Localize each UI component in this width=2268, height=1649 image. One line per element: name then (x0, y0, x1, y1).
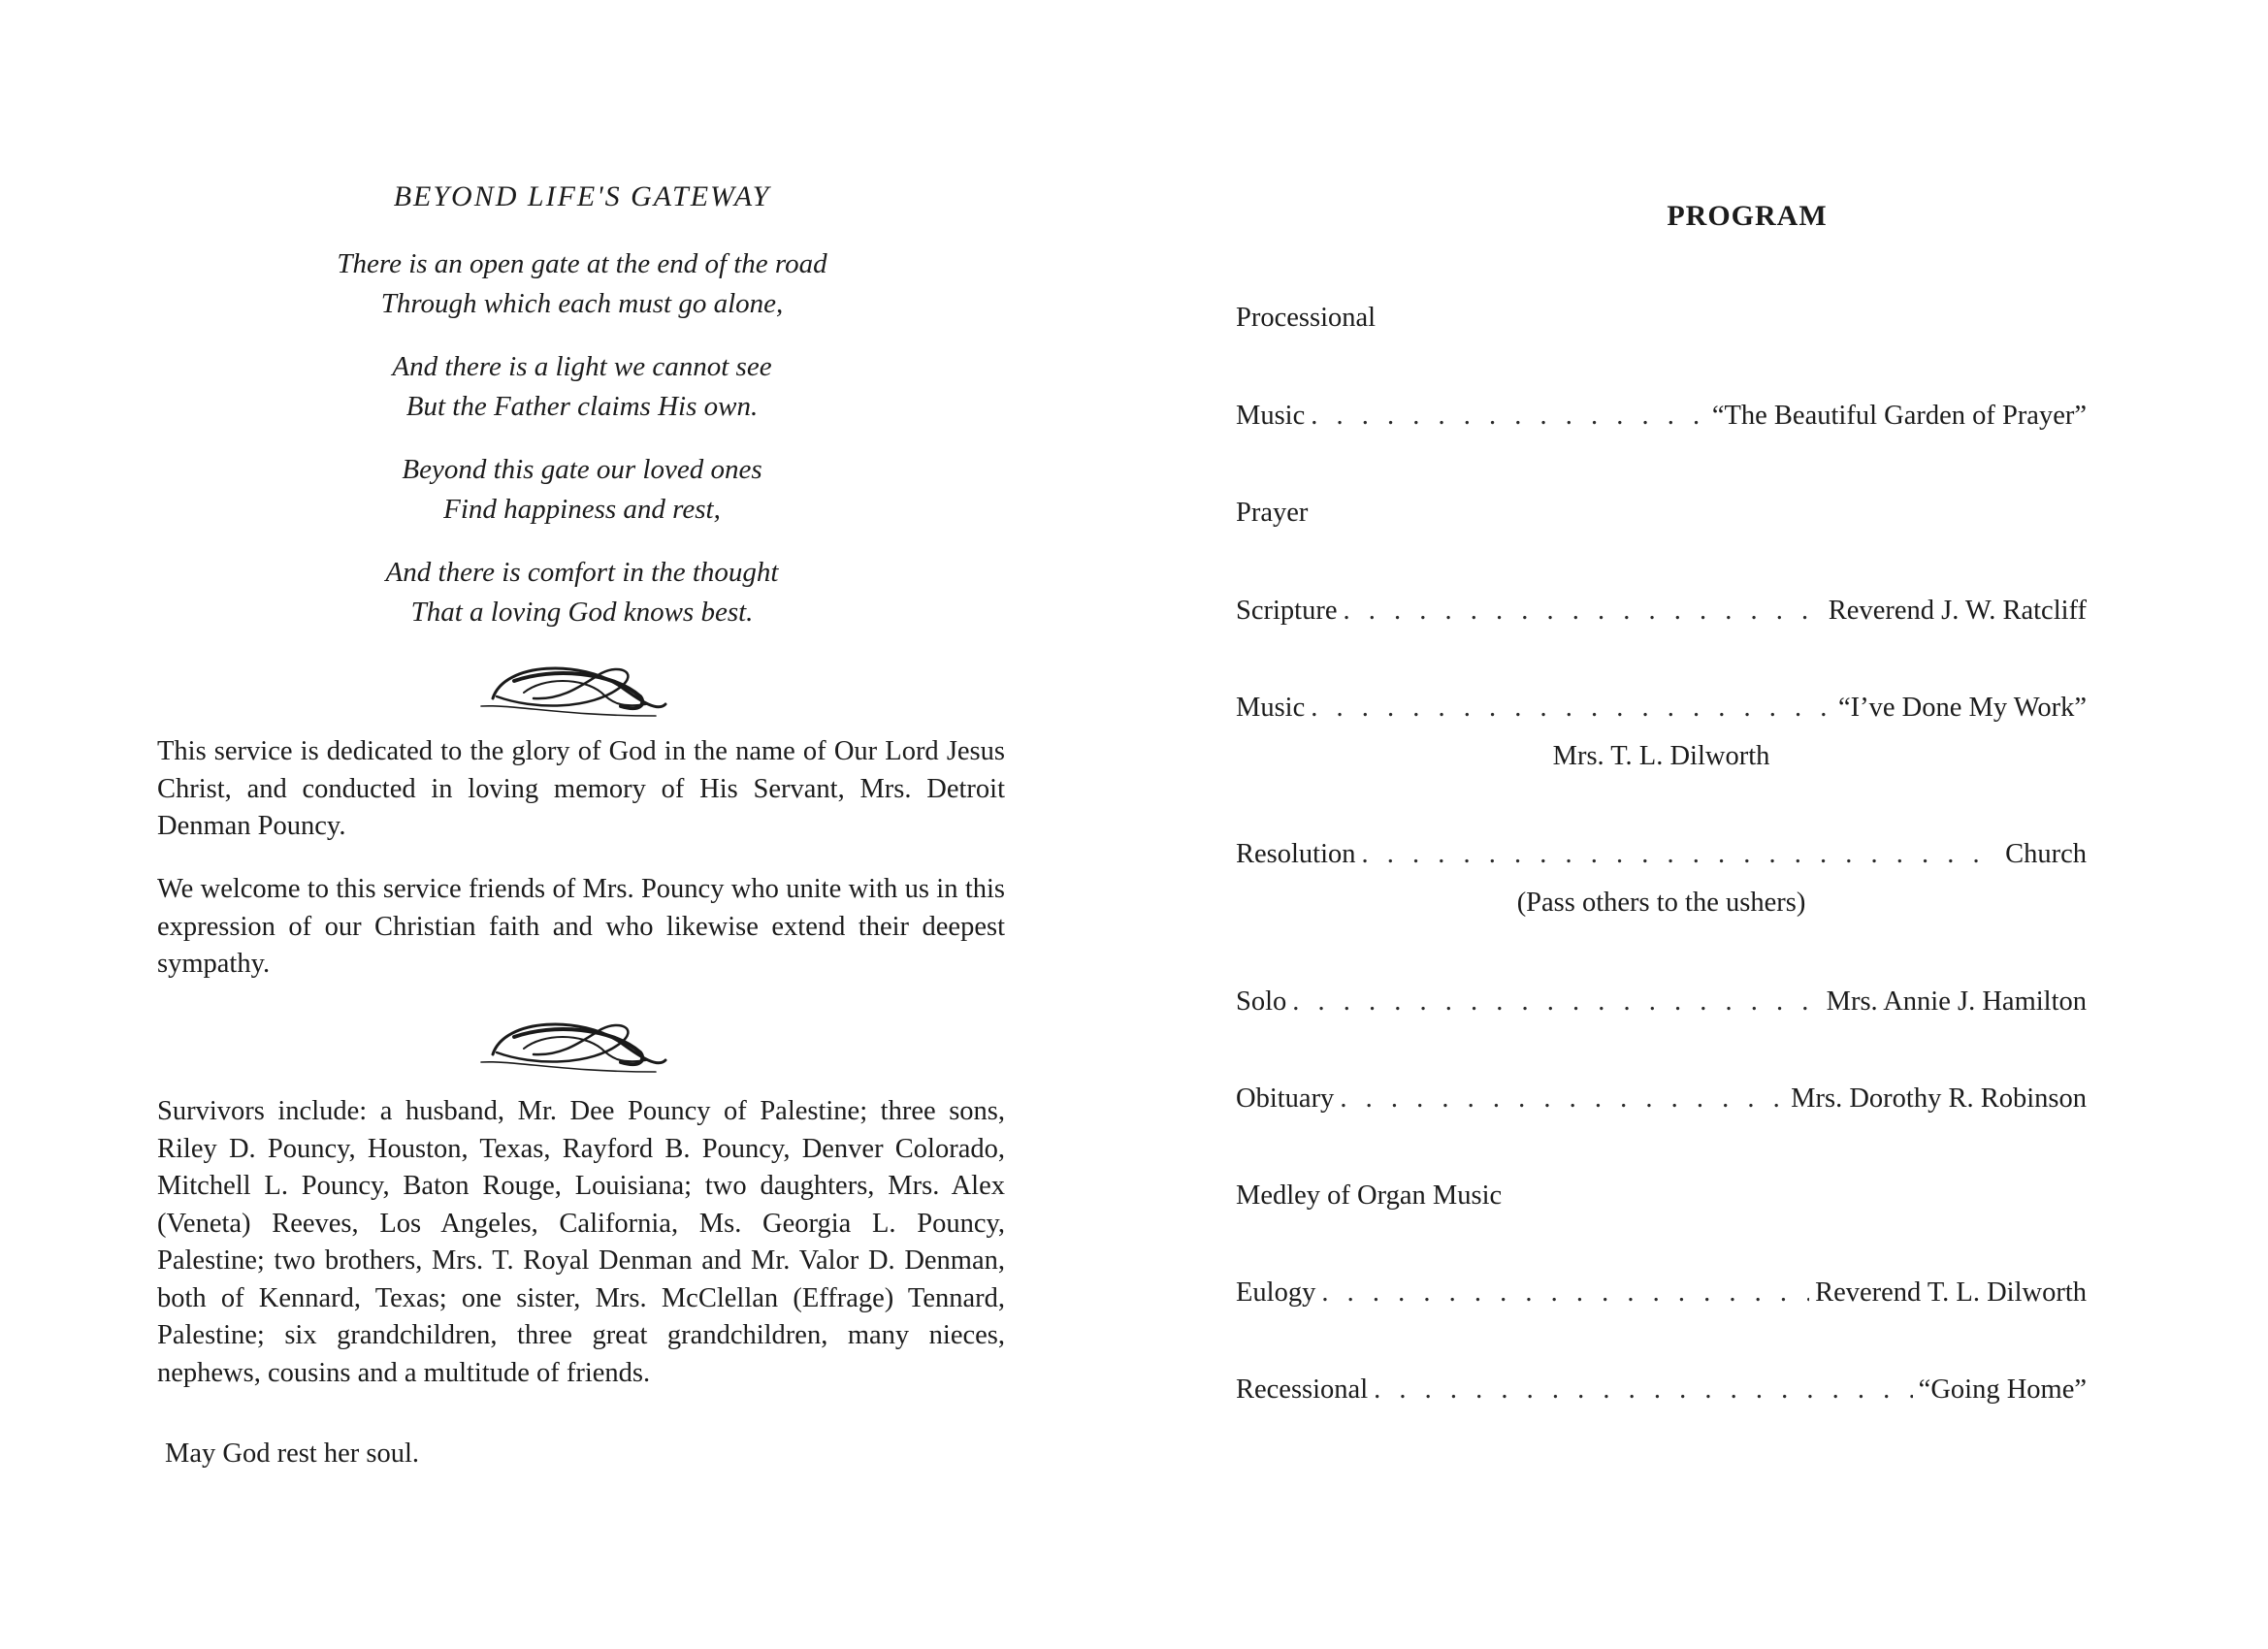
program-item-obituary (1236, 1083, 2087, 1115)
flourish-ornament-icon (475, 648, 669, 726)
leader-dots (1340, 1083, 1785, 1115)
program-item-resolution (1236, 839, 2087, 870)
closing-line: May God rest her soul. (165, 1439, 419, 1469)
program-item-music (1236, 401, 2087, 432)
leader-dots (1311, 401, 1706, 432)
program-item-music-2 (1236, 693, 2087, 724)
program-item-subline: (Pass others to the ushers) (1516, 888, 1806, 918)
program-item-eulogy (1236, 1277, 2087, 1309)
poem-line: That a loving God knows best. (410, 597, 754, 628)
program-item-organ-medley (1236, 1180, 2087, 1212)
leader-dots (1321, 1277, 1809, 1309)
poem-stanza-1 (155, 244, 1009, 324)
leader-dots (1292, 986, 1820, 1018)
poem-title: BEYOND LIFE'S GATEWAY (393, 180, 771, 212)
leader-dots (1374, 1374, 1913, 1406)
program-item-label: Obituary (1236, 1083, 1335, 1114)
program-item-label: Solo (1236, 986, 1287, 1017)
program-item-value: “I’ve Done My Work” (1838, 693, 2087, 723)
program-item-label: Recessional (1236, 1374, 1369, 1405)
leader-dots (1343, 596, 1822, 627)
poem-line: But the Father claims His own. (405, 391, 759, 422)
program-item-value: Mrs. Dorothy R. Robinson (1791, 1083, 2087, 1114)
right-page (1134, 0, 2268, 1649)
program-item-value: “The Beautiful Garden of Prayer” (1711, 401, 2087, 431)
program-item-label: Scripture (1236, 596, 1338, 626)
program-item-label: Music (1236, 693, 1306, 723)
poem (155, 244, 1009, 656)
program-item-value: Church (2005, 839, 2087, 869)
program-item-label: Prayer (1236, 498, 1309, 528)
poem-line: Find happiness and rest, (443, 494, 721, 525)
welcome-paragraph: We welcome to this service friends of Mrs. Pouncy who unite with us in this expression of our Christian faith and who likewise extend their deepest sympathy. (157, 874, 1005, 979)
program-item-label: Eulogy (1236, 1277, 1316, 1308)
program-item-subline: Mrs. T. L. Dilworth (1552, 741, 1770, 771)
leader-dots (1362, 839, 2000, 870)
survivors-paragraph: Survivors include: a husband, Mr. Dee Pouncy of Palestine; three sons, Riley D. Pouncy, Houston, Texas, Rayford B. Pouncy, Denver Colorado, Mitchell L. Pouncy, Baton Rouge, Louisiana; two daughters, Mrs. Alex (Veneta) Reeves, Los Angeles, California, Ms. Georgia L. Pouncy, Palestine; two brothers, Mrs. T. Royal Denman and Mr. Valor D. Denman, both of Kennard, Texas; one sister, Mrs. McClellan (Effrage) Tennard, Palestine; six grandchildren, three great grandchildren, many nieces, nephews, cousins and a multitude of friends. (157, 1096, 1005, 1388)
program-title: PROGRAM (1667, 200, 1828, 232)
program-item-label: Medley of Organ Music (1236, 1180, 1503, 1211)
program-item-scripture (1236, 596, 2087, 627)
program-item-value: Mrs. Annie J. Hamilton (1826, 986, 2087, 1017)
program-item-recessional (1236, 1374, 2087, 1406)
poem-line: Through which each must go alone, (380, 288, 784, 319)
program-item-label: Processional (1236, 303, 1377, 333)
program-item-solo (1236, 986, 2087, 1018)
poem-line: Beyond this gate our loved ones (402, 454, 762, 485)
poem-stanza-4 (155, 553, 1009, 632)
program-item-processional (1236, 303, 2087, 334)
poem-line: And there is a light we cannot see (392, 351, 772, 382)
program-item-value: Reverend J. W. Ratcliff (1828, 596, 2087, 626)
flourish-ornament-icon (475, 1004, 669, 1082)
leader-dots (1311, 693, 1832, 724)
poem-line: There is an open gate at the end of the road (337, 248, 827, 279)
poem-stanza-2 (155, 347, 1009, 427)
poem-line: And there is comfort in the thought (385, 557, 779, 588)
poem-stanza-3 (155, 450, 1009, 530)
program-item-prayer (1236, 498, 2087, 529)
dedication-paragraph: This service is dedicated to the glory of God in the name of Our Lord Jesus Christ, and conducted in loving memory of His Servant, Mrs. Detroit Denman Pouncy. (157, 736, 1005, 841)
program-item-label: Resolution (1236, 839, 1356, 869)
program-item-value: Reverend T. L. Dilworth (1815, 1277, 2087, 1308)
program-item-label: Music (1236, 401, 1306, 431)
program-item-value: “Going Home” (1918, 1374, 2087, 1405)
